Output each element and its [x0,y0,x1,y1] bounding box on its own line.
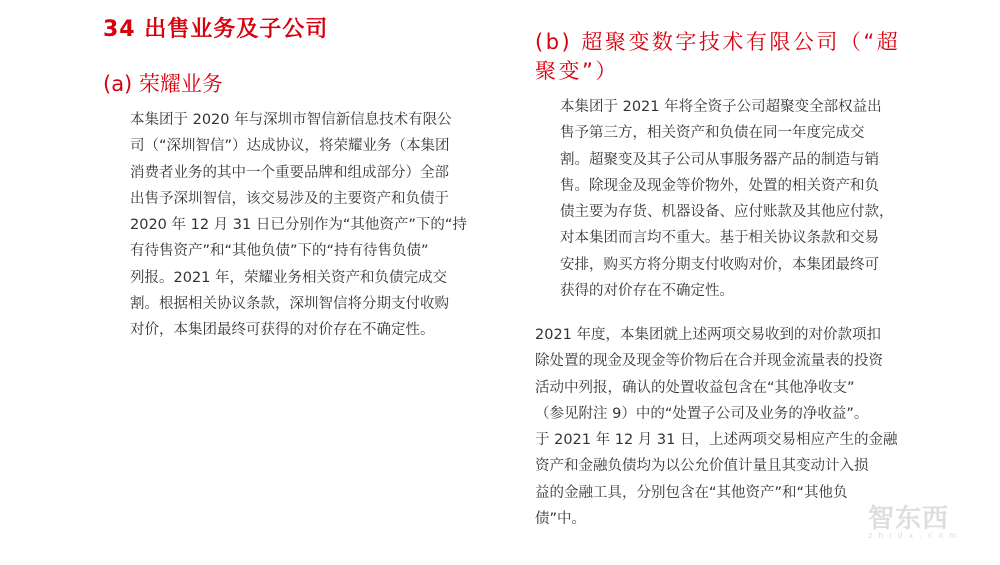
watermark-logo [868,498,963,540]
text-line: 司（“深圳智信”）达成协议，将荣耀业务（本集团 [130,138,450,155]
text-line: 割。超聚变及其子公司从事服务器产品的制造与销 [560,151,879,168]
subsection-b-heading [535,28,900,86]
text-line: 割。根据相关协议条款，深圳智信将分期支付收购 [130,296,449,313]
summary-paragraph [535,322,897,532]
text-line: 本集团于 2021 年将全资子公司超聚变全部权益出 [560,99,882,115]
text-line: 债主要为存货、机器设备、应付账款及其他应付款， [560,204,894,221]
text-line: 售。除现金及现金等价物外，处置的相关资产和负 [560,177,879,194]
text-line: 2020 年 12 月 31 日已分别作为“其他资产”下的“持 [130,217,467,234]
text-line: （参见附注 9）中的“处置子公司及业务的净收益”。 [535,405,869,422]
heading-line: (b) 超聚变数字技术有限公司（“超 [535,30,901,54]
text-line: 列报。2021 年，荣耀业务相关资产和负债完成交 [130,269,448,286]
text-line: 有待售资产”和“其他负债”下的“持有待售负债” [130,243,429,260]
text-line: 除处置的现金及现金等价物后在合并现金流量表的投资 [535,353,883,370]
text-line: 安排，购买方将分期支付收购对价，本集团最终可 [560,256,879,273]
text-line: 2021 年度，本集团就上述两项交易收到的对价款项扣 [535,327,882,343]
text-line: 益的金融工具，分别包含在“其他资产”和“其他负 [535,484,848,501]
text-line: 活动中列报，确认的处置收益包含在“其他净收支” [535,379,855,396]
text-line: 出售予深圳智信，该交易涉及的主要资产和负债于 [130,190,449,207]
watermark-text: 智东西 [868,504,950,534]
text-line: 资产和金融负债均为以公允价值计量且其变动计入损 [535,458,869,475]
text-line: 本集团于 2020 年与深圳市智信新信息技术有限公 [130,112,452,128]
text-line: 售予第三方，相关资产和负债在同一年度完成交 [560,125,865,142]
text-line: 于 2021 年 12 月 31 日，上述两项交易相应产生的金融 [535,432,898,449]
subsection-a-paragraph [130,107,467,344]
text-line: 对本集团而言均不重大。基于相关协议条款和交易 [560,230,879,247]
text-line: 获得的对价存在不确定性。 [560,283,734,300]
watermark-url: zhidx.com [868,531,963,540]
subsection-b-paragraph [560,94,894,304]
heading-line: 聚变”） [535,59,619,83]
subsection-a-heading: (a) 荣耀业务 [103,72,223,96]
text-line: 对价，本集团最终可获得的对价存在不确定性。 [130,322,435,339]
text-line: 债”中。 [535,511,587,528]
section-title: 34 出售业务及子公司 [103,17,329,42]
text-line: 消费者业务的其中一个重要品牌和组成部分）全部 [130,164,449,181]
